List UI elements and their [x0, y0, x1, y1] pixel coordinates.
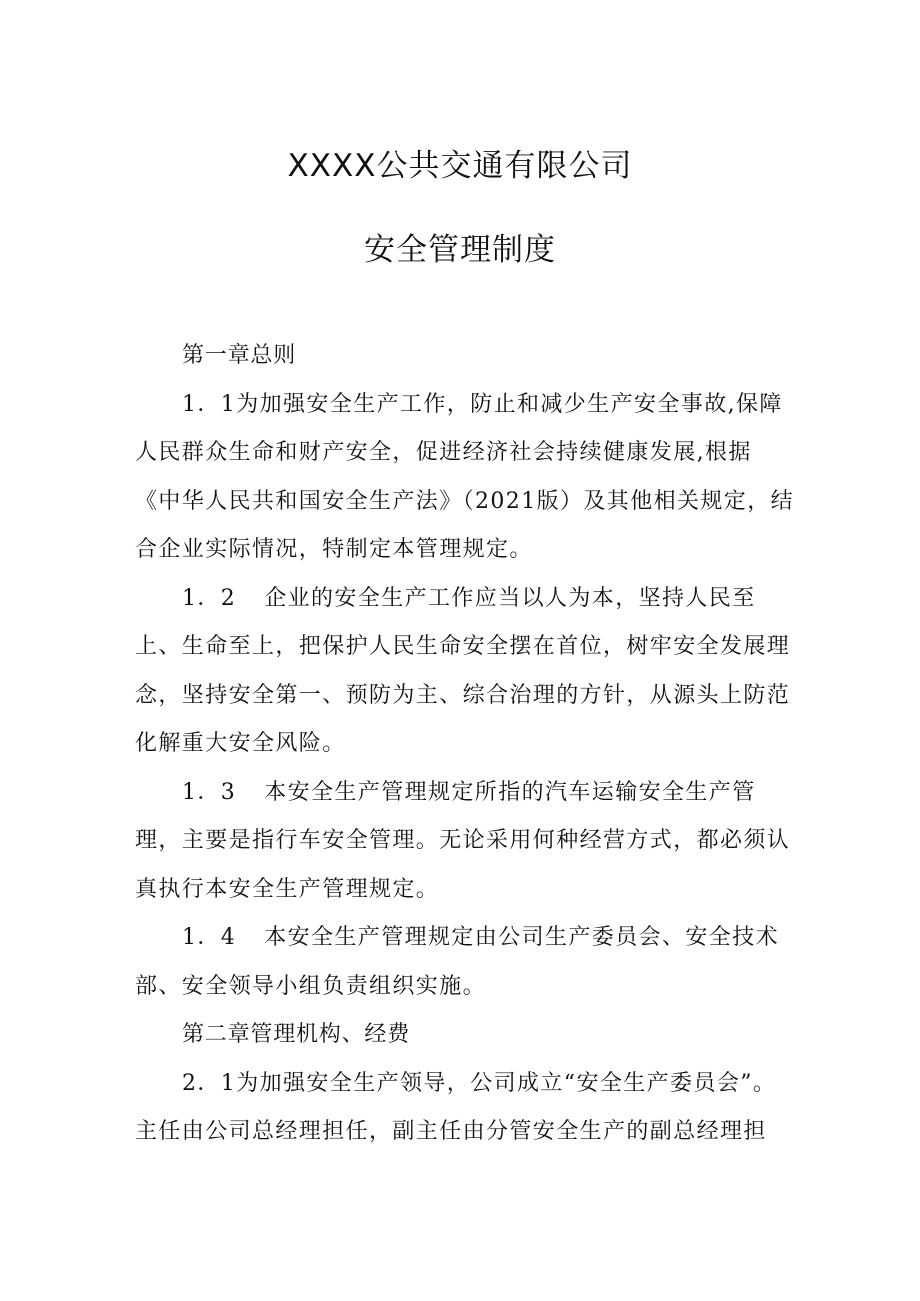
clause-1-1-line-3: 《中华人民共和国安全生产法》（2021版）及其他相关规定，结	[135, 488, 794, 514]
chapter-2-heading: 第二章管理机构、经费	[182, 1022, 411, 1047]
clause-1-3-line-3: 真执行本安全生产管理规定。	[135, 876, 440, 902]
clause-2-1-line-2: 主任由公司总经理担任，副主任由分管安全生产的副总经理担	[135, 1119, 767, 1144]
clause-1-3-line-1	[135, 769, 790, 818]
clause-1-1-line-1: 1．1为加强安全生产工作，防止和减少生产安全事故,保障	[182, 391, 783, 417]
clause-1-2-line-4: 化解重大安全风险。	[135, 731, 346, 756]
clause-1-3-line-2: 理，主要是指行车安全管理。无论采用何种经营方式，都必须认	[135, 828, 791, 853]
clause-1-2-line-1	[135, 575, 790, 624]
document-subtitle: 安全管理制度	[364, 232, 556, 268]
clause-1-2-line-3: 念，坚持安全第一、预防为主、综合治理的方针，从源头上防范	[135, 682, 791, 708]
clause-1-4-line-1	[135, 914, 790, 963]
clause-1-2-number: 1．2	[182, 585, 237, 611]
clause-1-1-line-2: 人民群众生命和财产安全，促进经济社会持续健康发展,根据	[135, 440, 752, 465]
clause-1-3-text: 本安全生产管理规定所指的汽车运输安全生产管	[264, 779, 756, 805]
clause-1-1-line-4: 合企业实际情况，特制定本管理规定。	[135, 537, 533, 562]
document-title: XXXX公共交通有限公司	[287, 148, 633, 184]
clause-1-2-text: 企业的安全生产工作应当以人为本，坚持人民至	[264, 585, 756, 611]
document-body	[135, 332, 794, 1157]
clause-1-4-text: 本安全生产管理规定由公司生产委员会、安全技术	[264, 925, 780, 950]
clause-1-3-number: 1．3	[182, 779, 237, 805]
chapter-1-heading: 第一章总则	[182, 343, 297, 368]
clause-2-1-line-1: 2．1为加强安全生产领导，公司成立“安全生产委员会”。	[182, 1070, 777, 1096]
clause-1-4-line-2: 部、安全领导小组负责组织实施。	[135, 973, 487, 999]
clause-1-4-number: 1．4	[182, 925, 237, 950]
clause-1-2-line-2: 上、生命至上，把保护人民生命安全摆在首位，树牢安全发展理	[135, 634, 791, 659]
